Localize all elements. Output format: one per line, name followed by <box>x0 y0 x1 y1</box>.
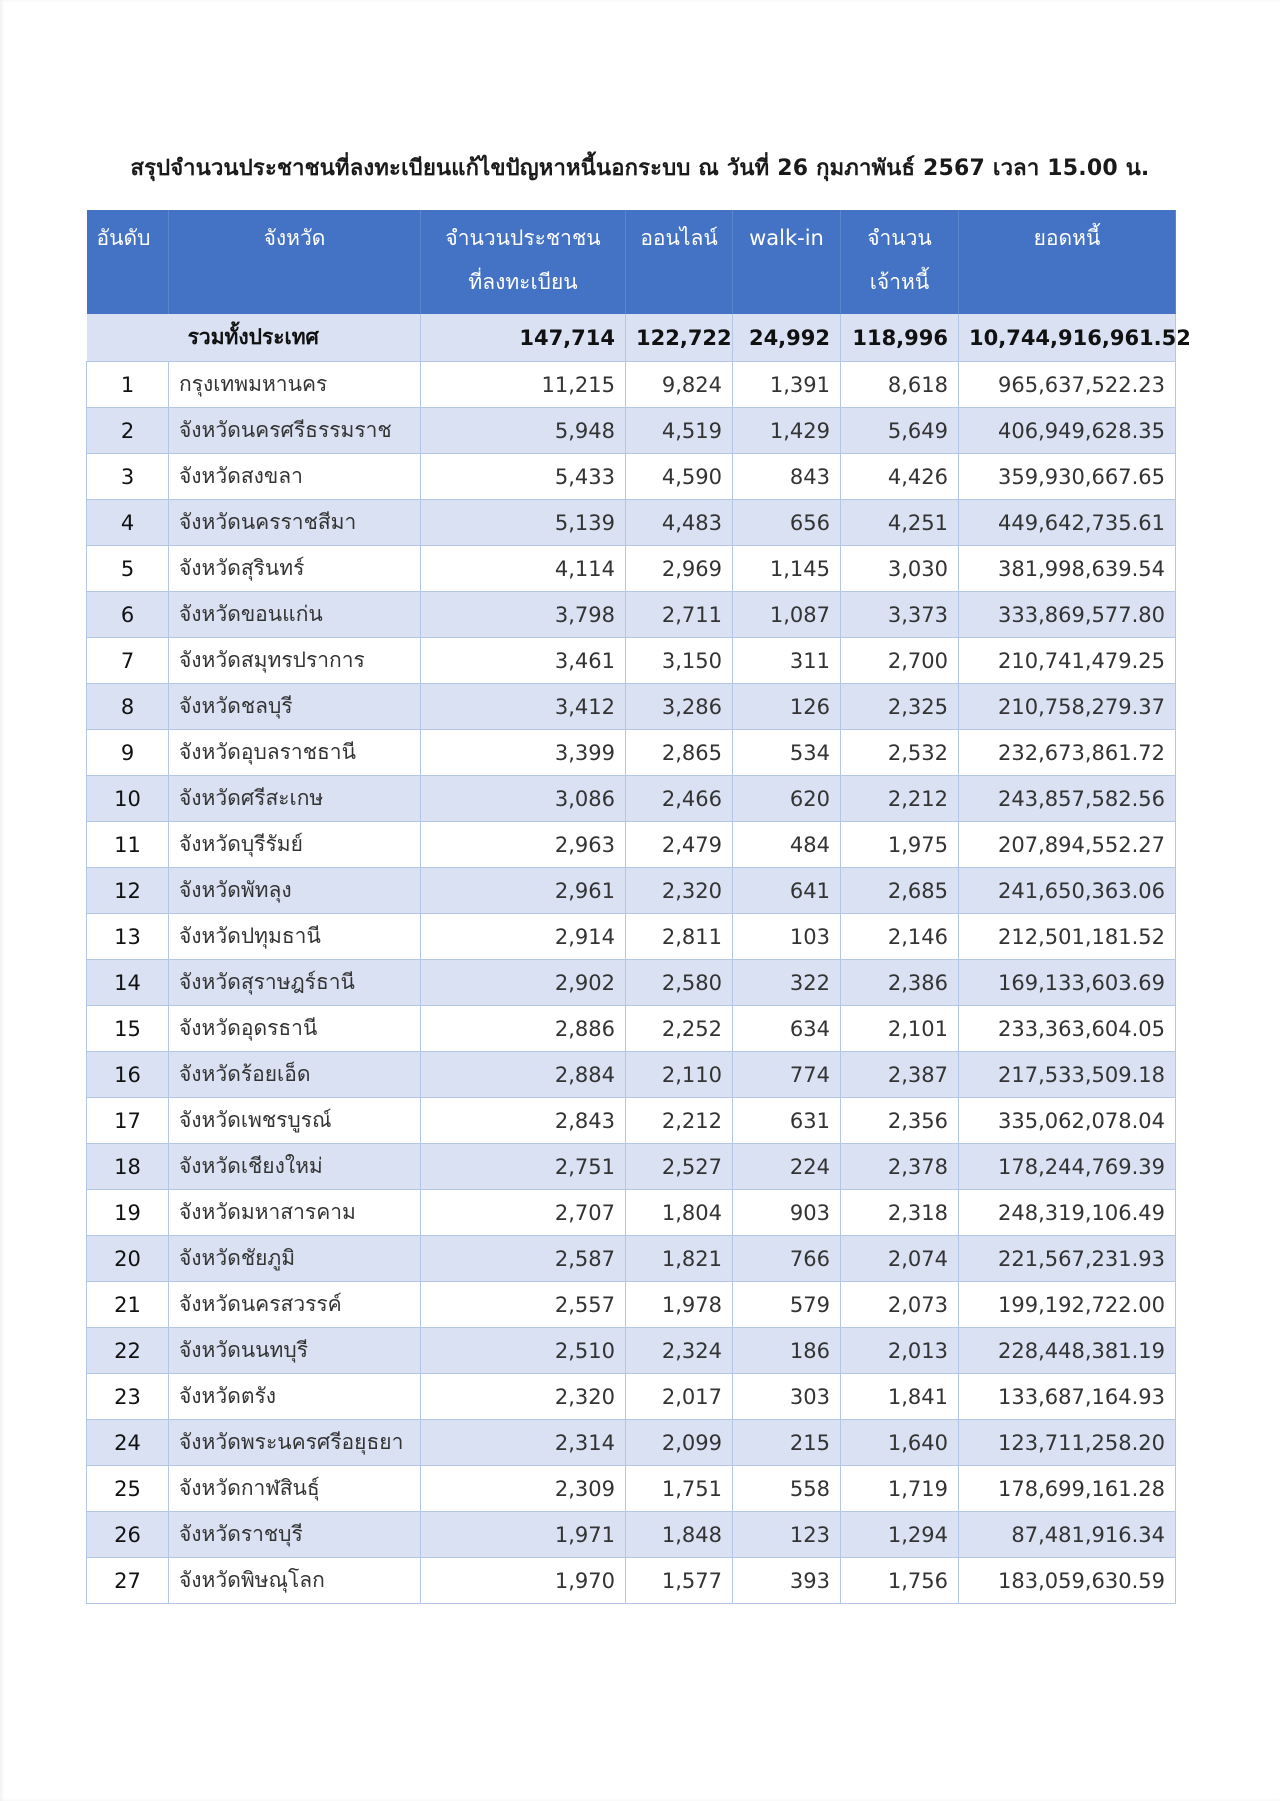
total-creditors: 118,996 <box>841 314 959 362</box>
cell-walkin: 641 <box>733 868 841 914</box>
cell-debt: 232,673,861.72 <box>959 730 1176 776</box>
total-walkin: 24,992 <box>733 314 841 362</box>
cell-creditors: 2,685 <box>841 868 959 914</box>
cell-walkin: 484 <box>733 822 841 868</box>
cell-debt: 169,133,603.69 <box>959 960 1176 1006</box>
cell-walkin: 634 <box>733 1006 841 1052</box>
header-registered <box>421 210 626 314</box>
cell-online: 1,751 <box>626 1466 733 1512</box>
cell-registered: 3,086 <box>421 776 626 822</box>
total-row <box>87 314 1176 362</box>
cell-registered: 5,433 <box>421 454 626 500</box>
cell-rank: 10 <box>87 776 169 822</box>
table-row <box>87 1328 1176 1374</box>
cell-debt: 359,930,667.65 <box>959 454 1176 500</box>
cell-debt: 133,687,164.93 <box>959 1374 1176 1420</box>
cell-walkin: 1,087 <box>733 592 841 638</box>
cell-province: จังหวัดนนทบุรี <box>169 1328 421 1374</box>
cell-online: 2,969 <box>626 546 733 592</box>
table-row <box>87 362 1176 408</box>
table-row <box>87 546 1176 592</box>
header-registered-line1: จำนวนประชาชน <box>445 226 601 250</box>
cell-creditors: 5,649 <box>841 408 959 454</box>
cell-walkin: 215 <box>733 1420 841 1466</box>
cell-online: 1,804 <box>626 1190 733 1236</box>
cell-walkin: 1,391 <box>733 362 841 408</box>
cell-walkin: 631 <box>733 1098 841 1144</box>
cell-walkin: 311 <box>733 638 841 684</box>
cell-debt: 183,059,630.59 <box>959 1558 1176 1604</box>
header-province: จังหวัด <box>169 210 421 314</box>
cell-province: จังหวัดสุรินทร์ <box>169 546 421 592</box>
header-registered-line2: ที่ลงทะเบียน <box>468 270 578 294</box>
cell-registered: 5,948 <box>421 408 626 454</box>
cell-province: จังหวัดสงขลา <box>169 454 421 500</box>
cell-online: 2,110 <box>626 1052 733 1098</box>
cell-debt: 406,949,628.35 <box>959 408 1176 454</box>
table-row <box>87 1466 1176 1512</box>
cell-province: จังหวัดนครราชสีมา <box>169 500 421 546</box>
cell-rank: 14 <box>87 960 169 1006</box>
cell-debt: 178,244,769.39 <box>959 1144 1176 1190</box>
cell-creditors: 2,013 <box>841 1328 959 1374</box>
header-creditors-line2: เจ้าหนี้ <box>869 270 930 294</box>
cell-registered: 2,320 <box>421 1374 626 1420</box>
table-row <box>87 1512 1176 1558</box>
cell-walkin: 126 <box>733 684 841 730</box>
cell-online: 4,483 <box>626 500 733 546</box>
cell-walkin: 620 <box>733 776 841 822</box>
header-creditors <box>841 210 959 314</box>
cell-creditors: 2,387 <box>841 1052 959 1098</box>
cell-rank: 1 <box>87 362 169 408</box>
document-title: สรุปจำนวนประชาชนที่ลงทะเบียนแก้ไขปัญหาหนี้นอกระบบ ณ วันที่ 26 กุมภาพันธ์ 2567 เวลา 15.00 น. <box>130 156 1150 181</box>
cell-rank: 27 <box>87 1558 169 1604</box>
table-row <box>87 960 1176 1006</box>
cell-creditors: 2,532 <box>841 730 959 776</box>
cell-online: 9,824 <box>626 362 733 408</box>
cell-creditors: 2,356 <box>841 1098 959 1144</box>
cell-registered: 3,461 <box>421 638 626 684</box>
cell-creditors: 1,841 <box>841 1374 959 1420</box>
cell-province: จังหวัดเพชรบูรณ์ <box>169 1098 421 1144</box>
cell-walkin: 303 <box>733 1374 841 1420</box>
cell-debt: 210,741,479.25 <box>959 638 1176 684</box>
header-creditors-line1: จำนวน <box>867 226 932 250</box>
cell-creditors: 2,318 <box>841 1190 959 1236</box>
cell-creditors: 2,146 <box>841 914 959 960</box>
cell-rank: 6 <box>87 592 169 638</box>
table-row <box>87 868 1176 914</box>
cell-province: จังหวัดพระนครศรีอยุธยา <box>169 1420 421 1466</box>
cell-rank: 21 <box>87 1282 169 1328</box>
cell-registered: 2,707 <box>421 1190 626 1236</box>
cell-online: 2,212 <box>626 1098 733 1144</box>
cell-debt: 87,481,916.34 <box>959 1512 1176 1558</box>
cell-walkin: 1,429 <box>733 408 841 454</box>
cell-rank: 4 <box>87 500 169 546</box>
cell-rank: 18 <box>87 1144 169 1190</box>
table-row <box>87 1420 1176 1466</box>
cell-rank: 7 <box>87 638 169 684</box>
cell-creditors: 2,074 <box>841 1236 959 1282</box>
table-row <box>87 454 1176 500</box>
cell-debt: 228,448,381.19 <box>959 1328 1176 1374</box>
table-row <box>87 408 1176 454</box>
table-row <box>87 500 1176 546</box>
total-online: 122,722 <box>626 314 733 362</box>
cell-debt: 233,363,604.05 <box>959 1006 1176 1052</box>
cell-province: จังหวัดชัยภูมิ <box>169 1236 421 1282</box>
header-online: ออนไลน์ <box>626 210 733 314</box>
header-walkin: walk-in <box>733 210 841 314</box>
cell-online: 1,848 <box>626 1512 733 1558</box>
cell-rank: 3 <box>87 454 169 500</box>
cell-registered: 2,557 <box>421 1282 626 1328</box>
cell-creditors: 3,030 <box>841 546 959 592</box>
cell-online: 1,821 <box>626 1236 733 1282</box>
cell-creditors: 8,618 <box>841 362 959 408</box>
cell-creditors: 4,251 <box>841 500 959 546</box>
header-rank: อันดับ <box>87 210 169 314</box>
table-row <box>87 1006 1176 1052</box>
total-registered: 147,714 <box>421 314 626 362</box>
cell-rank: 17 <box>87 1098 169 1144</box>
cell-province: จังหวัดมหาสารคาม <box>169 1190 421 1236</box>
cell-debt: 221,567,231.93 <box>959 1236 1176 1282</box>
cell-online: 2,099 <box>626 1420 733 1466</box>
cell-province: จังหวัดขอนแก่น <box>169 592 421 638</box>
cell-rank: 12 <box>87 868 169 914</box>
cell-walkin: 766 <box>733 1236 841 1282</box>
cell-creditors: 1,756 <box>841 1558 959 1604</box>
cell-debt: 248,319,106.49 <box>959 1190 1176 1236</box>
cell-online: 1,978 <box>626 1282 733 1328</box>
cell-rank: 23 <box>87 1374 169 1420</box>
cell-registered: 2,751 <box>421 1144 626 1190</box>
total-label: รวมทั้งประเทศ <box>87 314 421 362</box>
cell-registered: 5,139 <box>421 500 626 546</box>
cell-registered: 2,314 <box>421 1420 626 1466</box>
table-row <box>87 638 1176 684</box>
table-row <box>87 914 1176 960</box>
cell-creditors: 3,373 <box>841 592 959 638</box>
cell-registered: 1,971 <box>421 1512 626 1558</box>
cell-walkin: 103 <box>733 914 841 960</box>
cell-registered: 3,412 <box>421 684 626 730</box>
cell-province: จังหวัดสมุทรปราการ <box>169 638 421 684</box>
cell-registered: 3,399 <box>421 730 626 776</box>
cell-debt: 212,501,181.52 <box>959 914 1176 960</box>
cell-creditors: 1,975 <box>841 822 959 868</box>
table-row <box>87 1558 1176 1604</box>
cell-registered: 2,902 <box>421 960 626 1006</box>
table-body <box>87 314 1191 1604</box>
cell-rank: 11 <box>87 822 169 868</box>
cell-debt: 381,998,639.54 <box>959 546 1176 592</box>
cell-province: จังหวัดตรัง <box>169 1374 421 1420</box>
cell-registered: 11,215 <box>421 362 626 408</box>
cell-province: จังหวัดกาฬสินธุ์ <box>169 1466 421 1512</box>
header-debt: ยอดหนี้ <box>959 210 1176 314</box>
table-row <box>87 822 1176 868</box>
cell-rank: 5 <box>87 546 169 592</box>
cell-province: จังหวัดนครสวรรค์ <box>169 1282 421 1328</box>
cell-creditors: 1,719 <box>841 1466 959 1512</box>
total-debt: 10,744,916,961.52 <box>959 314 1176 362</box>
cell-registered: 2,886 <box>421 1006 626 1052</box>
cell-walkin: 322 <box>733 960 841 1006</box>
cell-creditors: 2,073 <box>841 1282 959 1328</box>
cell-creditors: 2,386 <box>841 960 959 1006</box>
cell-walkin: 393 <box>733 1558 841 1604</box>
table-row <box>87 1190 1176 1236</box>
table-row <box>87 592 1176 638</box>
cell-online: 2,479 <box>626 822 733 868</box>
cell-online: 4,519 <box>626 408 733 454</box>
cell-walkin: 656 <box>733 500 841 546</box>
cell-creditors: 2,101 <box>841 1006 959 1052</box>
table-row <box>87 1052 1176 1098</box>
cell-online: 4,590 <box>626 454 733 500</box>
cell-registered: 2,914 <box>421 914 626 960</box>
table-row <box>87 1282 1176 1328</box>
cell-walkin: 843 <box>733 454 841 500</box>
cell-province: จังหวัดพัทลุง <box>169 868 421 914</box>
cell-debt: 449,642,735.61 <box>959 500 1176 546</box>
cell-debt: 965,637,522.23 <box>959 362 1176 408</box>
cell-online: 2,865 <box>626 730 733 776</box>
cell-creditors: 2,212 <box>841 776 959 822</box>
cell-province: จังหวัดสุราษฎร์ธานี <box>169 960 421 1006</box>
cell-province: จังหวัดพิษณุโลก <box>169 1558 421 1604</box>
cell-online: 2,711 <box>626 592 733 638</box>
cell-online: 3,286 <box>626 684 733 730</box>
table-row <box>87 730 1176 776</box>
cell-registered: 2,510 <box>421 1328 626 1374</box>
cell-walkin: 903 <box>733 1190 841 1236</box>
cell-debt: 207,894,552.27 <box>959 822 1176 868</box>
cell-debt: 241,650,363.06 <box>959 868 1176 914</box>
cell-creditors: 1,640 <box>841 1420 959 1466</box>
cell-online: 2,580 <box>626 960 733 1006</box>
cell-online: 2,527 <box>626 1144 733 1190</box>
table-row <box>87 1144 1176 1190</box>
cell-province: จังหวัดอุบลราชธานี <box>169 730 421 776</box>
cell-online: 2,811 <box>626 914 733 960</box>
table-row <box>87 1236 1176 1282</box>
cell-creditors: 2,325 <box>841 684 959 730</box>
cell-creditors: 4,426 <box>841 454 959 500</box>
table-row <box>87 1374 1176 1420</box>
cell-rank: 24 <box>87 1420 169 1466</box>
cell-online: 2,017 <box>626 1374 733 1420</box>
cell-registered: 4,114 <box>421 546 626 592</box>
cell-walkin: 774 <box>733 1052 841 1098</box>
cell-rank: 19 <box>87 1190 169 1236</box>
cell-rank: 22 <box>87 1328 169 1374</box>
cell-debt: 217,533,509.18 <box>959 1052 1176 1098</box>
cell-walkin: 1,145 <box>733 546 841 592</box>
cell-registered: 2,963 <box>421 822 626 868</box>
cell-creditors: 2,700 <box>841 638 959 684</box>
cell-province: จังหวัดปทุมธานี <box>169 914 421 960</box>
cell-debt: 210,758,279.37 <box>959 684 1176 730</box>
cell-rank: 15 <box>87 1006 169 1052</box>
cell-walkin: 534 <box>733 730 841 776</box>
cell-rank: 16 <box>87 1052 169 1098</box>
cell-province: จังหวัดอุดรธานี <box>169 1006 421 1052</box>
cell-rank: 9 <box>87 730 169 776</box>
cell-debt: 243,857,582.56 <box>959 776 1176 822</box>
cell-online: 2,466 <box>626 776 733 822</box>
cell-rank: 8 <box>87 684 169 730</box>
cell-registered: 3,798 <box>421 592 626 638</box>
cell-debt: 123,711,258.20 <box>959 1420 1176 1466</box>
registration-summary-table <box>86 210 1191 1604</box>
cell-rank: 25 <box>87 1466 169 1512</box>
cell-walkin: 579 <box>733 1282 841 1328</box>
cell-registered: 2,587 <box>421 1236 626 1282</box>
cell-walkin: 186 <box>733 1328 841 1374</box>
cell-debt: 335,062,078.04 <box>959 1098 1176 1144</box>
cell-online: 1,577 <box>626 1558 733 1604</box>
cell-registered: 2,961 <box>421 868 626 914</box>
cell-registered: 2,843 <box>421 1098 626 1144</box>
cell-province: จังหวัดบุรีรัมย์ <box>169 822 421 868</box>
cell-rank: 20 <box>87 1236 169 1282</box>
cell-online: 3,150 <box>626 638 733 684</box>
cell-walkin: 224 <box>733 1144 841 1190</box>
cell-online: 2,324 <box>626 1328 733 1374</box>
cell-province: จังหวัดศรีสะเกษ <box>169 776 421 822</box>
cell-registered: 1,970 <box>421 1558 626 1604</box>
cell-walkin: 558 <box>733 1466 841 1512</box>
cell-province: จังหวัดราชบุรี <box>169 1512 421 1558</box>
cell-rank: 2 <box>87 408 169 454</box>
cell-registered: 2,309 <box>421 1466 626 1512</box>
table-row <box>87 684 1176 730</box>
cell-rank: 26 <box>87 1512 169 1558</box>
cell-debt: 178,699,161.28 <box>959 1466 1176 1512</box>
cell-online: 2,320 <box>626 868 733 914</box>
cell-province: จังหวัดชลบุรี <box>169 684 421 730</box>
cell-registered: 2,884 <box>421 1052 626 1098</box>
cell-province: จังหวัดนครศรีธรรมราช <box>169 408 421 454</box>
table-row <box>87 776 1176 822</box>
cell-province: จังหวัดเชียงใหม่ <box>169 1144 421 1190</box>
cell-debt: 333,869,577.80 <box>959 592 1176 638</box>
cell-province: กรุงเทพมหานคร <box>169 362 421 408</box>
cell-debt: 199,192,722.00 <box>959 1282 1176 1328</box>
cell-creditors: 2,378 <box>841 1144 959 1190</box>
cell-rank: 13 <box>87 914 169 960</box>
table-header <box>87 210 1176 314</box>
table-row <box>87 1098 1176 1144</box>
cell-online: 2,252 <box>626 1006 733 1052</box>
cell-walkin: 123 <box>733 1512 841 1558</box>
cell-creditors: 1,294 <box>841 1512 959 1558</box>
cell-province: จังหวัดร้อยเอ็ด <box>169 1052 421 1098</box>
